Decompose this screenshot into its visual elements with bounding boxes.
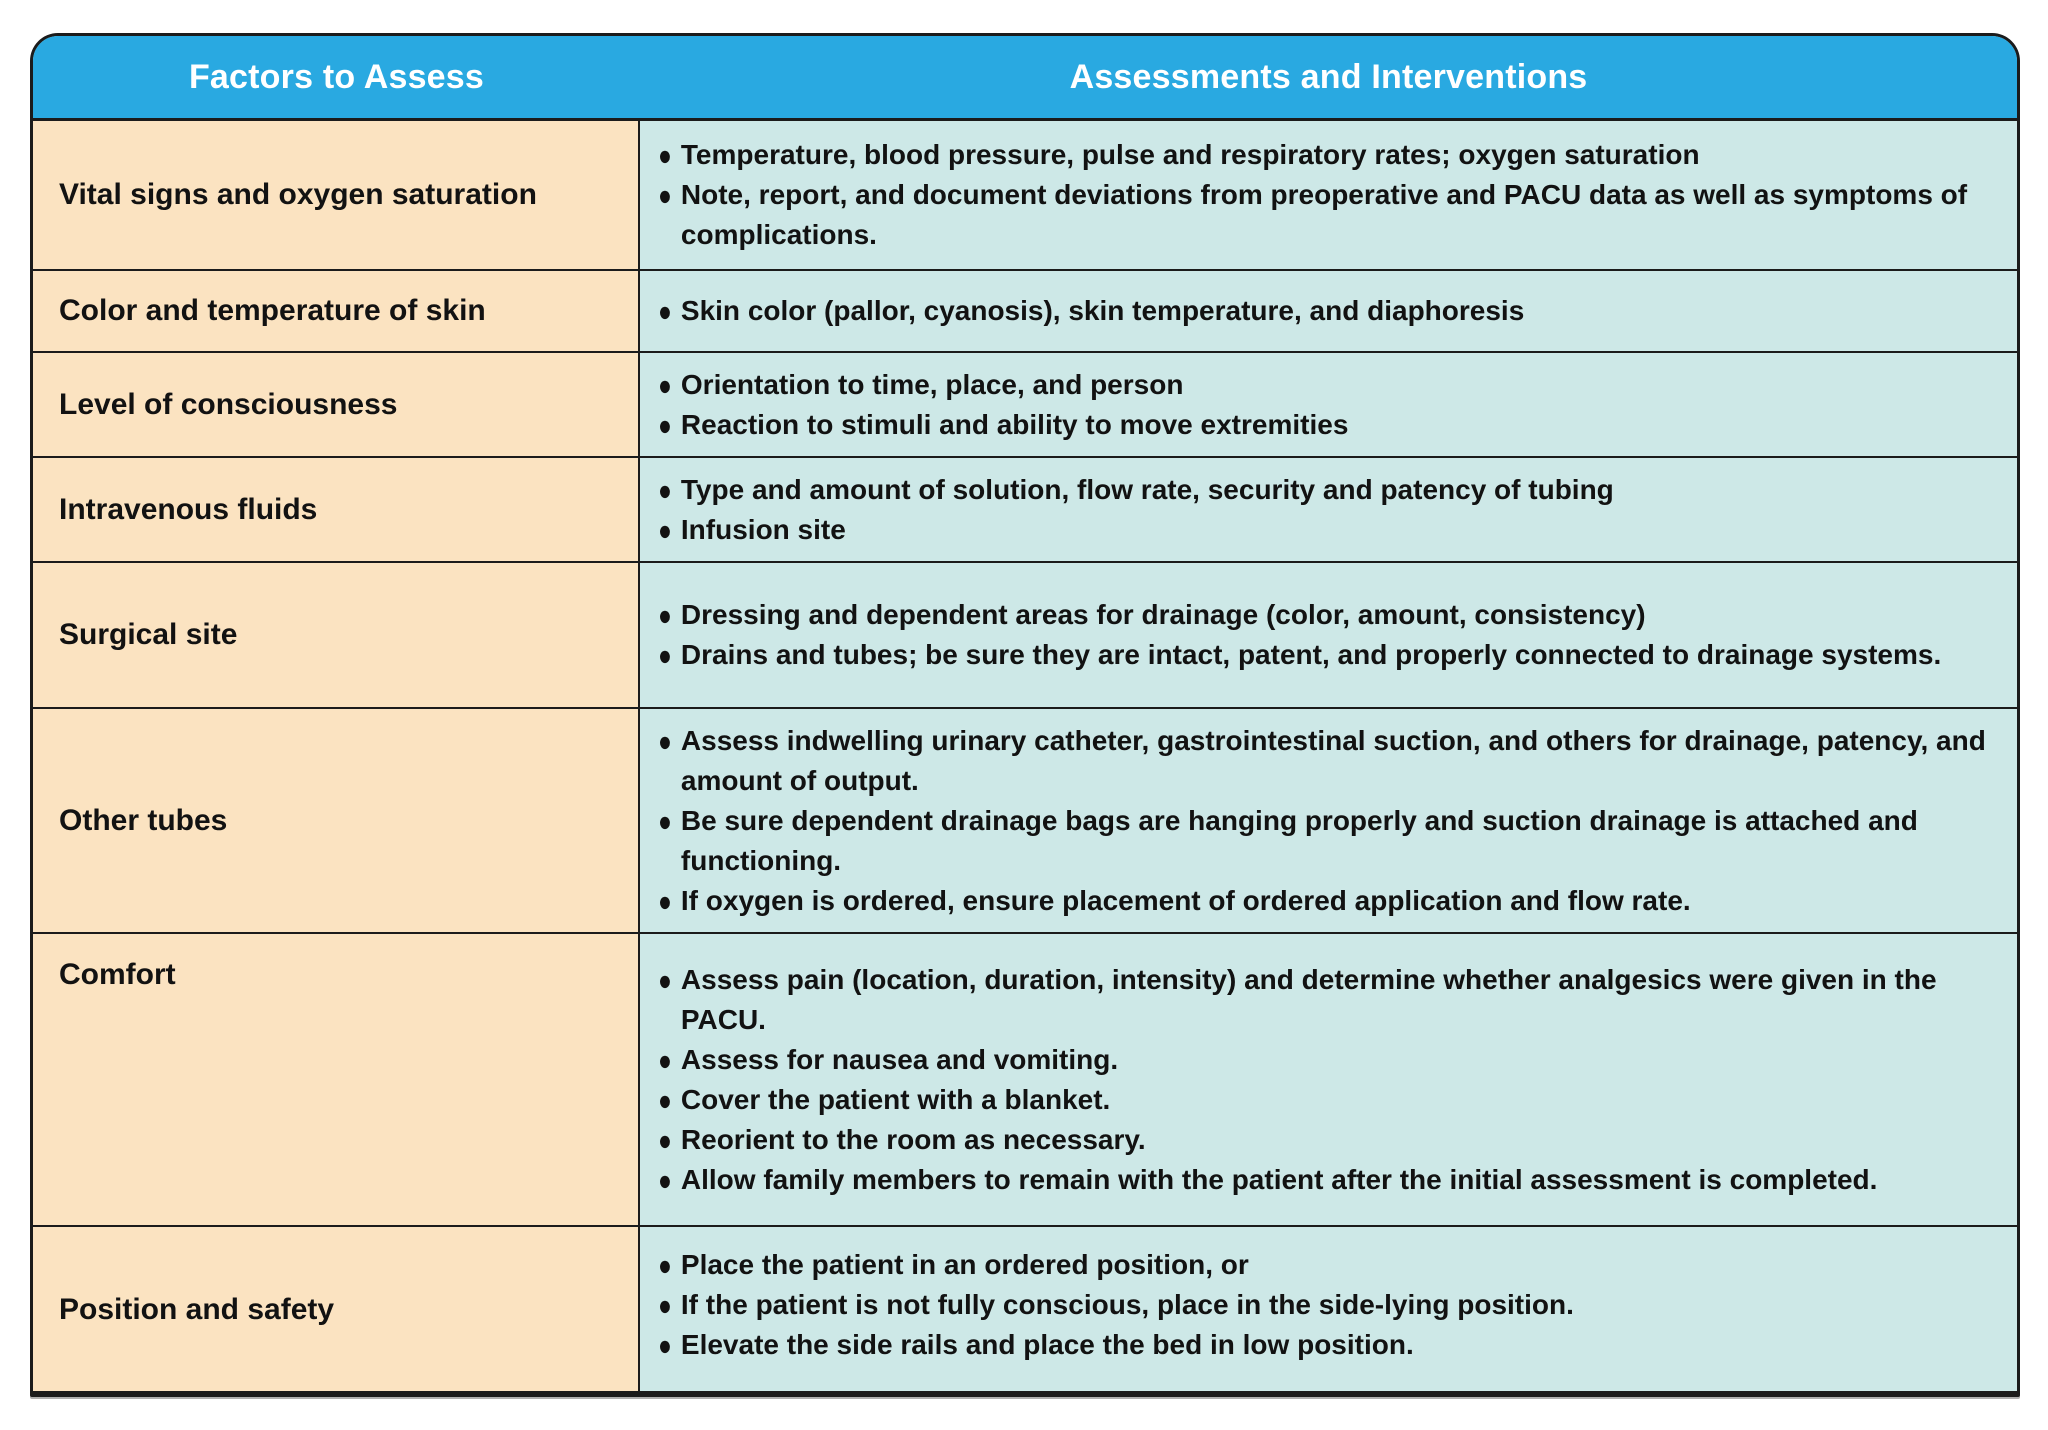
table-row bbox=[33, 456, 2017, 561]
bullet-text: Cover the patient with a blanket. bbox=[680, 1083, 1111, 1115]
bullet-icon: ● bbox=[658, 1043, 672, 1076]
bullet-text: Allow family members to remain with the patient after the initial assessment is completed. bbox=[680, 1163, 1878, 1195]
assessment-cell bbox=[640, 458, 2017, 561]
bullet-item bbox=[658, 635, 1991, 675]
factor-label: Color and temperature of skin bbox=[59, 294, 486, 327]
assessment-cell bbox=[640, 934, 2017, 1225]
factor-cell bbox=[33, 353, 640, 456]
bullet-text: Orientation to time, place, and person bbox=[680, 368, 1184, 400]
bullet-icon: ● bbox=[658, 1328, 672, 1362]
bullet-icon: ● bbox=[658, 178, 672, 212]
factor-cell bbox=[33, 934, 640, 1225]
bullet-item bbox=[658, 881, 1991, 921]
bullet-item bbox=[658, 470, 1991, 510]
table-row bbox=[33, 932, 2017, 1225]
bullet-item bbox=[658, 135, 1991, 175]
assessment-cell bbox=[640, 709, 2017, 932]
bullet-item bbox=[658, 175, 1991, 255]
factor-label: Intravenous fluids bbox=[59, 492, 318, 526]
bullet-text: Temperature, blood pressure, pulse and respiratory rates; oxygen saturation bbox=[680, 139, 1700, 170]
factor-label: Surgical site bbox=[59, 618, 238, 651]
bullet-item bbox=[658, 801, 1991, 881]
bullet-item bbox=[658, 1160, 1991, 1200]
table-body bbox=[33, 121, 2017, 1393]
factor-label: Other tubes bbox=[59, 803, 228, 837]
bullet-icon: ● bbox=[658, 598, 672, 632]
bullet-icon: ● bbox=[658, 638, 672, 672]
bullet-icon: ● bbox=[658, 368, 672, 401]
bullet-text: Assess pain (location, duration, intensity) and determine whether analgesics were given in the PACU. bbox=[680, 963, 1937, 1035]
bullet-icon: ● bbox=[658, 473, 672, 506]
bullet-icon: ● bbox=[658, 724, 672, 757]
bullet-text: Reaction to stimuli and ability to move extremities bbox=[680, 408, 1349, 440]
factor-cell bbox=[33, 271, 640, 351]
table-row bbox=[33, 707, 2017, 932]
bullet-item bbox=[658, 1285, 1991, 1325]
table-header-row bbox=[33, 36, 2017, 121]
table-row bbox=[33, 351, 2017, 456]
table-row bbox=[33, 561, 2017, 707]
bullet-icon: ● bbox=[658, 138, 672, 172]
bullet-icon: ● bbox=[658, 884, 672, 917]
factor-cell bbox=[33, 563, 640, 707]
factor-label: Vital signs and oxygen saturation bbox=[59, 178, 537, 211]
table-row bbox=[33, 1225, 2017, 1393]
bullet-icon: ● bbox=[658, 294, 672, 328]
header-assessments-and-interventions: Assessments and Interventions bbox=[1069, 57, 1588, 96]
bullet-text: Be sure dependent drainage bags are hanging properly and suction drainage is attached and functioning. bbox=[680, 804, 1918, 876]
bullet-item bbox=[658, 365, 1991, 405]
assessment-cell bbox=[640, 563, 2017, 707]
bullet-item bbox=[658, 1325, 1991, 1365]
factor-label: Position and safety bbox=[59, 1293, 335, 1326]
bullet-item bbox=[658, 510, 1991, 550]
table-row bbox=[33, 269, 2017, 351]
factor-cell bbox=[33, 458, 640, 561]
bullet-item bbox=[658, 1120, 1991, 1160]
bullet-icon: ● bbox=[658, 804, 672, 837]
assessment-cell bbox=[640, 1227, 2017, 1393]
bullet-item bbox=[658, 1080, 1991, 1120]
bullet-text: Infusion site bbox=[680, 513, 846, 545]
bullet-item bbox=[658, 960, 1991, 1040]
bullet-item bbox=[658, 405, 1991, 445]
bullet-icon: ● bbox=[658, 513, 672, 546]
bullet-item bbox=[658, 1245, 1991, 1285]
bullet-item bbox=[658, 291, 1991, 331]
factor-label: Level of consciousness bbox=[59, 387, 398, 421]
bullet-icon: ● bbox=[658, 963, 672, 996]
bullet-text: Assess indwelling urinary catheter, gastrointestinal suction, and others for drainage, patency, and amount of output. bbox=[680, 724, 1986, 796]
bullet-item bbox=[658, 721, 1991, 801]
header-factors-to-assess: Factors to Assess bbox=[188, 57, 485, 96]
bullet-item bbox=[658, 595, 1991, 635]
bullet-text: Place the patient in an ordered position, or bbox=[680, 1249, 1249, 1280]
bullet-text: If oxygen is ordered, ensure placement of ordered application and flow rate. bbox=[680, 884, 1691, 916]
bullet-text: Dressing and dependent areas for drainage (color, amount, consistency) bbox=[680, 599, 1646, 630]
bullet-icon: ● bbox=[658, 1123, 672, 1156]
table-row bbox=[33, 121, 2017, 269]
factor-cell bbox=[33, 1227, 640, 1393]
bullet-text: Skin color (pallor, cyanosis), skin temperature, and diaphoresis bbox=[680, 295, 1525, 326]
bullet-icon: ● bbox=[658, 1163, 672, 1196]
assessment-cell bbox=[640, 121, 2017, 269]
bullet-icon: ● bbox=[658, 408, 672, 441]
bullet-text: Elevate the side rails and place the bed in low position. bbox=[680, 1329, 1414, 1360]
bullet-text: Reorient to the room as necessary. bbox=[680, 1123, 1146, 1155]
bullet-icon: ● bbox=[658, 1248, 672, 1282]
bullet-text: Note, report, and document deviations from preoperative and PACU data as well as symptoms of complications. bbox=[680, 179, 1968, 250]
bullet-icon: ● bbox=[658, 1083, 672, 1116]
bullet-item bbox=[658, 1040, 1991, 1080]
assessment-cell bbox=[640, 353, 2017, 456]
factor-cell bbox=[33, 121, 640, 269]
bullet-text: If the patient is not fully conscious, place in the side-lying position. bbox=[680, 1289, 1574, 1320]
assessment-cell bbox=[640, 271, 2017, 351]
factor-label: Comfort bbox=[59, 958, 176, 991]
factor-cell bbox=[33, 709, 640, 932]
bullet-text: Type and amount of solution, flow rate, security and patency of tubing bbox=[680, 473, 1614, 505]
assessment-table bbox=[30, 33, 2020, 1397]
bullet-text: Drains and tubes; be sure they are intact, patent, and properly connected to drainage systems. bbox=[680, 639, 1942, 670]
bullet-icon: ● bbox=[658, 1288, 672, 1322]
bullet-text: Assess for nausea and vomiting. bbox=[680, 1043, 1119, 1075]
